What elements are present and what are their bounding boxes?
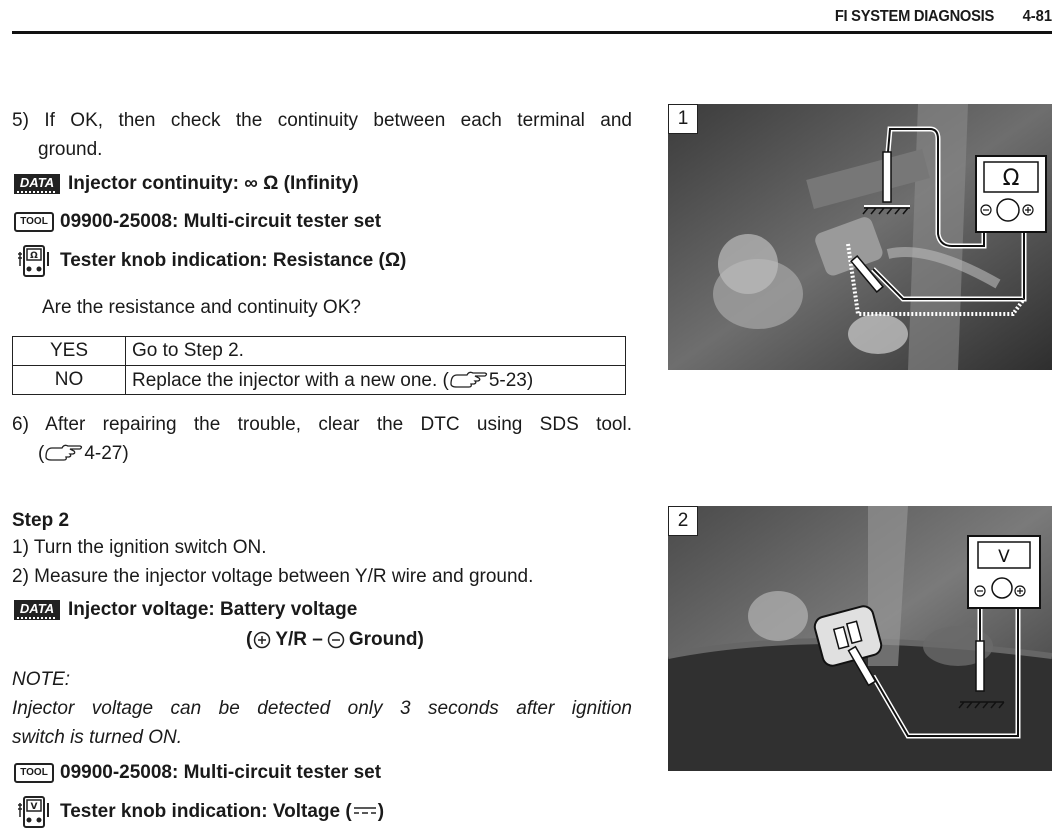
- step5-line2: ground.: [38, 139, 103, 160]
- knob-spec-2: [14, 795, 384, 829]
- data-icon: DATA: [14, 174, 60, 194]
- svg-text:V: V: [998, 547, 1010, 567]
- answer-value: Replace the injector with a new one. ( 5-23): [126, 366, 626, 395]
- question-text: Are the resistance and continuity OK?: [42, 297, 361, 318]
- spec-injector-voltage: [14, 599, 357, 621]
- figure-number: 1: [668, 104, 698, 134]
- step2-heading: Step 2: [12, 510, 70, 531]
- svg-text:Ω: Ω: [1002, 166, 1020, 191]
- knob-spec-1: [14, 244, 406, 278]
- note-line2: switch is turned ON.: [12, 727, 182, 748]
- note-title: NOTE:: [12, 669, 71, 690]
- figure-number: 2: [668, 506, 698, 536]
- step5-line1: 5) If OK, then check the continuity between each terminal and: [12, 110, 632, 131]
- tool-spec-1: [14, 211, 381, 233]
- answer-key: YES: [13, 337, 126, 366]
- pointing-hand-icon: [449, 369, 489, 389]
- data-icon: DATA: [14, 600, 60, 620]
- note-line1: Injector voltage can be detected only 3 seconds after ignition: [12, 698, 632, 719]
- knob-label: Tester knob indication: Voltage ( ): [60, 801, 385, 822]
- answer-value: Go to Step 2.: [126, 337, 626, 366]
- figure-2-photo: [668, 506, 1052, 771]
- tool-icon: TOOL: [14, 763, 54, 783]
- svg-text:V: V: [30, 802, 38, 812]
- spec-label: Injector continuity: ∞ Ω (Infinity): [68, 173, 359, 194]
- page-header: [12, 4, 1052, 34]
- tool-icon: TOOL: [14, 212, 54, 232]
- tester-knob-icon: [14, 795, 52, 829]
- step2-item2: 2) Measure the injector voltage between Y/R wire and ground.: [12, 566, 534, 587]
- page-number: 4-81: [1022, 8, 1052, 25]
- plus-terminal-icon: [253, 631, 271, 649]
- spec-injector-continuity: [14, 173, 359, 195]
- table-row: [13, 337, 626, 366]
- answer-key: NO: [13, 366, 126, 395]
- minus-terminal-icon: [327, 631, 345, 649]
- spec-label: Injector voltage: Battery voltage: [68, 599, 358, 620]
- pointing-hand-icon: [44, 442, 84, 462]
- tool-label: 09900-25008: Multi-circuit tester set: [60, 762, 382, 783]
- tool-label: 09900-25008: Multi-circuit tester set: [60, 211, 382, 232]
- step2-item1: 1) Turn the ignition switch ON.: [12, 537, 267, 558]
- svg-text:Ω: Ω: [30, 251, 38, 261]
- spec-voltage-polarity: ( Y/R – Ground): [246, 629, 424, 650]
- tool-spec-2: [14, 762, 381, 784]
- table-row: [13, 366, 626, 395]
- step6-line1: 6) After repairing the trouble, clear the DTC using SDS tool.: [12, 414, 632, 435]
- section-title: FI SYSTEM DIAGNOSIS: [834, 8, 994, 25]
- yes-no-table: [12, 336, 626, 395]
- knob-label: Tester knob indication: Resistance (Ω): [60, 250, 407, 271]
- figure-1-photo: [668, 104, 1052, 370]
- tester-knob-icon: [14, 244, 52, 278]
- step6-line2: ( 4-27): [38, 443, 129, 464]
- dc-voltage-icon: [352, 801, 378, 819]
